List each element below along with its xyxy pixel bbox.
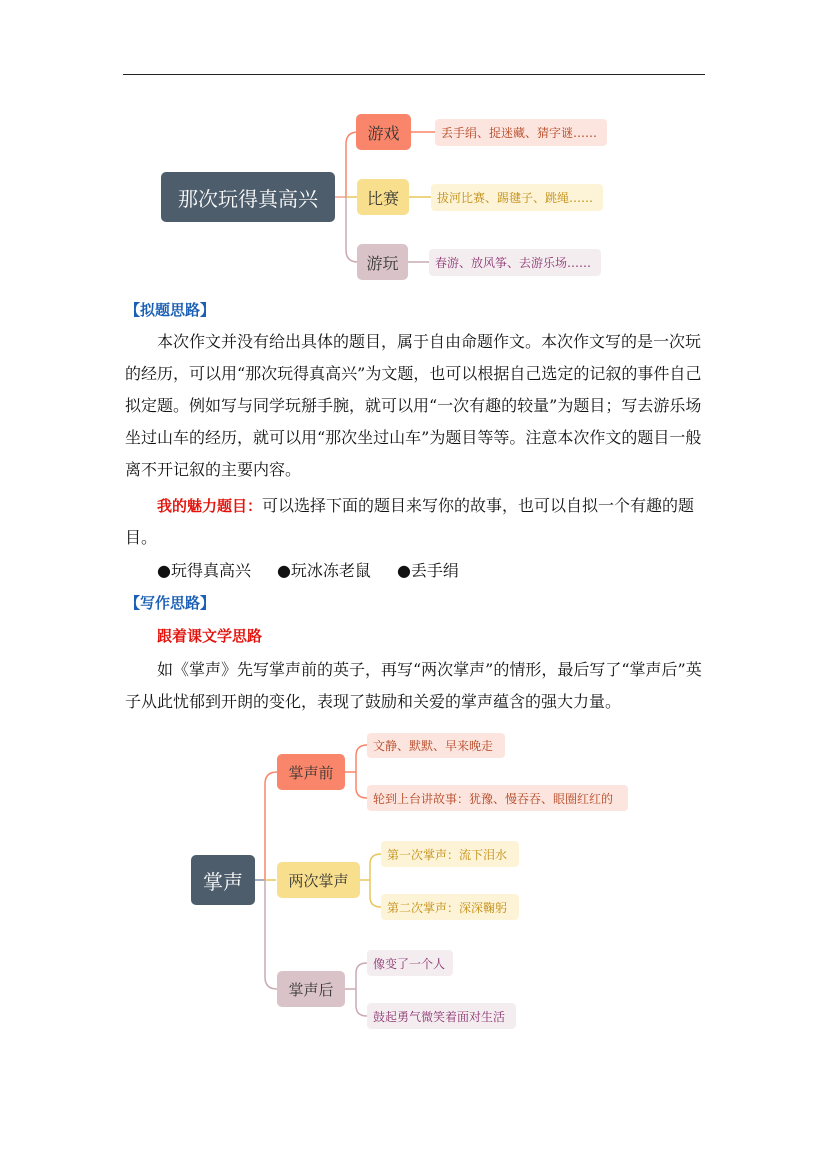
- mindmap2-detail-after-1: 像变了一个人: [367, 950, 453, 976]
- mindmap2-root: 掌声: [191, 855, 255, 905]
- title-suggestion-text: 可以选择下面的题目来写你的故事，也可以自拟一个有趣的题目。: [125, 496, 695, 547]
- section2-subheading: 跟着课文学思路: [157, 627, 263, 645]
- title-option: ●玩得真高兴: [157, 561, 251, 580]
- mindmap1-detail-contest: 拔河比赛、踢毽子、跳绳……: [431, 184, 603, 211]
- mindmap1-detail-play: 春游、放风筝、去游乐场……: [429, 249, 601, 276]
- title-suggestion-label: 我的魅力题目：: [157, 497, 263, 515]
- mindmap2-detail-before-2: 轮到上台讲故事：犹豫、慢吞吞、眼圈红红的: [367, 785, 628, 811]
- title-option: ●丢手绢: [396, 561, 459, 580]
- section2-paragraph: 如《掌声》先写掌声前的英子，再写“两次掌声”的情形，最后写了“掌声后”英子从此忧郁到开朗的变化，表现了鼓励和关爱的掌声蕴含的强大力量。: [125, 660, 702, 711]
- mindmap2-detail-two-applause-2: 第二次掌声：深深鞠躬: [381, 894, 519, 920]
- section1-heading: 【拟题思路】: [125, 301, 216, 319]
- mindmap2-branch-before: 掌声前: [277, 754, 345, 790]
- mindmap1-root: 那次玩得真高兴: [161, 172, 335, 222]
- title-options: [125, 555, 705, 587]
- mindmap1-detail-game: 丢手绢、捉迷藏、猜字谜……: [435, 119, 607, 146]
- mindmap2-branch-after: 掌声后: [277, 971, 345, 1007]
- mindmap1-branch-contest: 比赛: [357, 179, 409, 215]
- title-suggestion-paragraph: [125, 490, 705, 554]
- title-option: ●玩冰冻老鼠: [276, 561, 371, 580]
- mindmap1-branch-game: 游戏: [356, 114, 411, 150]
- section1-paragraph: 本次作文并没有给出具体的题目，属于自由命题作文。本次作文写的是一次玩的经历，可以用“那次玩得真高兴”为文题，也可以根据自己选定的记叙的事件自己拟定题。例如写与同学玩掰手腕，就可以用“一次有趣的较量”为题目；写去游乐场坐过山车的经历，就可以用“那次坐过山车”为题目等等。注意本次作文的题目一般离不开记叙的主要内容。: [125, 332, 702, 479]
- section2-heading: 【写作思路】: [125, 594, 216, 612]
- mindmap2-detail-two-applause-1: 第一次掌声：流下泪水: [381, 841, 519, 867]
- mindmap2-branch-two-applause: 两次掌声: [277, 862, 360, 898]
- mindmap2-detail-before-1: 文静、默默、早来晚走: [367, 733, 505, 758]
- mindmap1-connectors: [0, 0, 827, 300]
- mindmap1-branch-play: 游玩: [357, 244, 408, 280]
- mindmap2-detail-after-2: 鼓起勇气微笑着面对生活: [367, 1003, 516, 1029]
